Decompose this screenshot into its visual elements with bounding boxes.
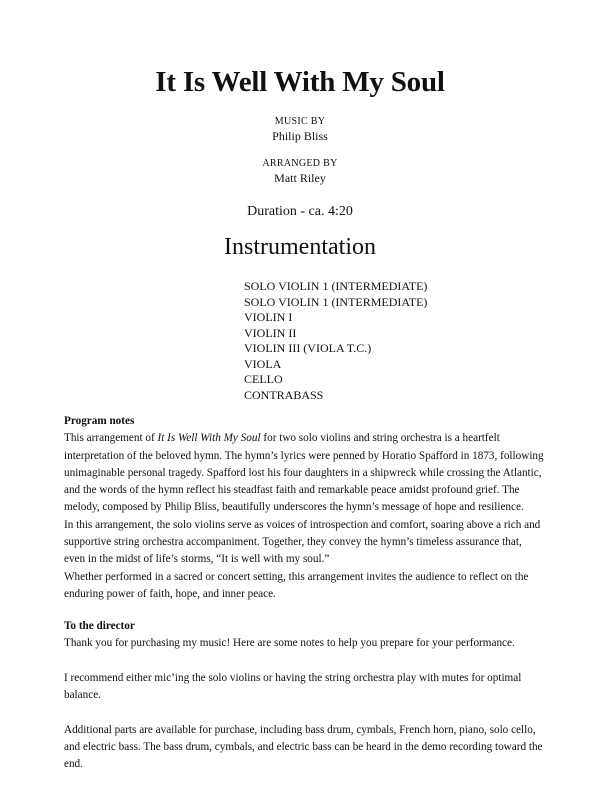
director-notes-section [64, 618, 544, 774]
instrument-item: VIOLIN I [244, 310, 293, 324]
program-notes-paragraph: In this arrangement, the solo violins serve as voices of introspection and comfort, soaring above a rich and supportive string orchestra accompaniment. Together, they convey the hymn’s timeless assurance that, even in the midst of life’s storms, “It is well with my soul.” [64, 518, 541, 566]
music-by-label: MUSIC BY [274, 116, 326, 127]
instrument-item: CONTRABASS [244, 387, 324, 402]
instrument-item: CELLO [244, 372, 283, 386]
director-notes-heading: To the director [64, 620, 135, 632]
duration-text: Duration - ca. 4:20 [247, 204, 353, 219]
program-notes-text: for two solo violins and string orchestra is a heartfelt interpretation of the beloved hymn. The hymn’s lyrics were penned by Horatio Spafford in 1873, following unimaginable personal tragedy. Spafford lost his four daughters in a shipwreck while crossing the Atlantic, and the words of the hymn reflect his steadfast faith and remarkable peace amidst profound grief. The melody, composed by Philip Bliss, beautifully underscores the hymn’s message of hope and resilience. [64, 432, 544, 514]
program-notes-text: This arrangement of [64, 432, 158, 445]
program-notes-paragraph [64, 430, 544, 516]
arranged-by-label: ARRANGED BY [262, 158, 338, 169]
instrument-item: VIOLA [244, 356, 282, 371]
instrumentation-heading: Instrumentation [224, 234, 376, 260]
program-notes-paragraph: Whether performed in a sacred or concert setting, this arrangement invites the audience to reflect on the enduring power of faith, hope, and inner peace. [64, 570, 529, 600]
program-notes-heading: Program notes [64, 415, 135, 427]
instrument-item: VIOLIN III (VIOLA T.C.) [244, 341, 372, 355]
program-notes-section [64, 413, 544, 603]
director-notes-paragraph: Thank you for purchasing my music! Here are some notes to help you prepare for your performance. [64, 637, 515, 650]
composer-name: Philip Bliss [272, 129, 328, 143]
page-title: It Is Well With My Soul [155, 66, 445, 98]
instrument-item: SOLO VIOLIN 1 (INTERMEDIATE) [244, 279, 428, 293]
arranger-name: Matt Riley [274, 171, 326, 185]
instrument-item: VIOLIN II [244, 325, 297, 340]
instrument-item: SOLO VIOLIN 1 (INTERMEDIATE) [244, 294, 428, 309]
director-notes-paragraph: Additional parts are available for purchase, including bass drum, cymbals, French horn, piano, solo cello, and electric bass. The bass drum, cymbals, and electric bass can be heard in the demo recording toward the end. [64, 723, 543, 771]
instrument-list [244, 279, 427, 403]
piece-title-italic: It Is Well With My Soul [157, 432, 261, 445]
director-notes-paragraph: I recommend either mic’ing the solo violins or having the string orchestra play with mutes for optimal balance. [64, 671, 522, 702]
